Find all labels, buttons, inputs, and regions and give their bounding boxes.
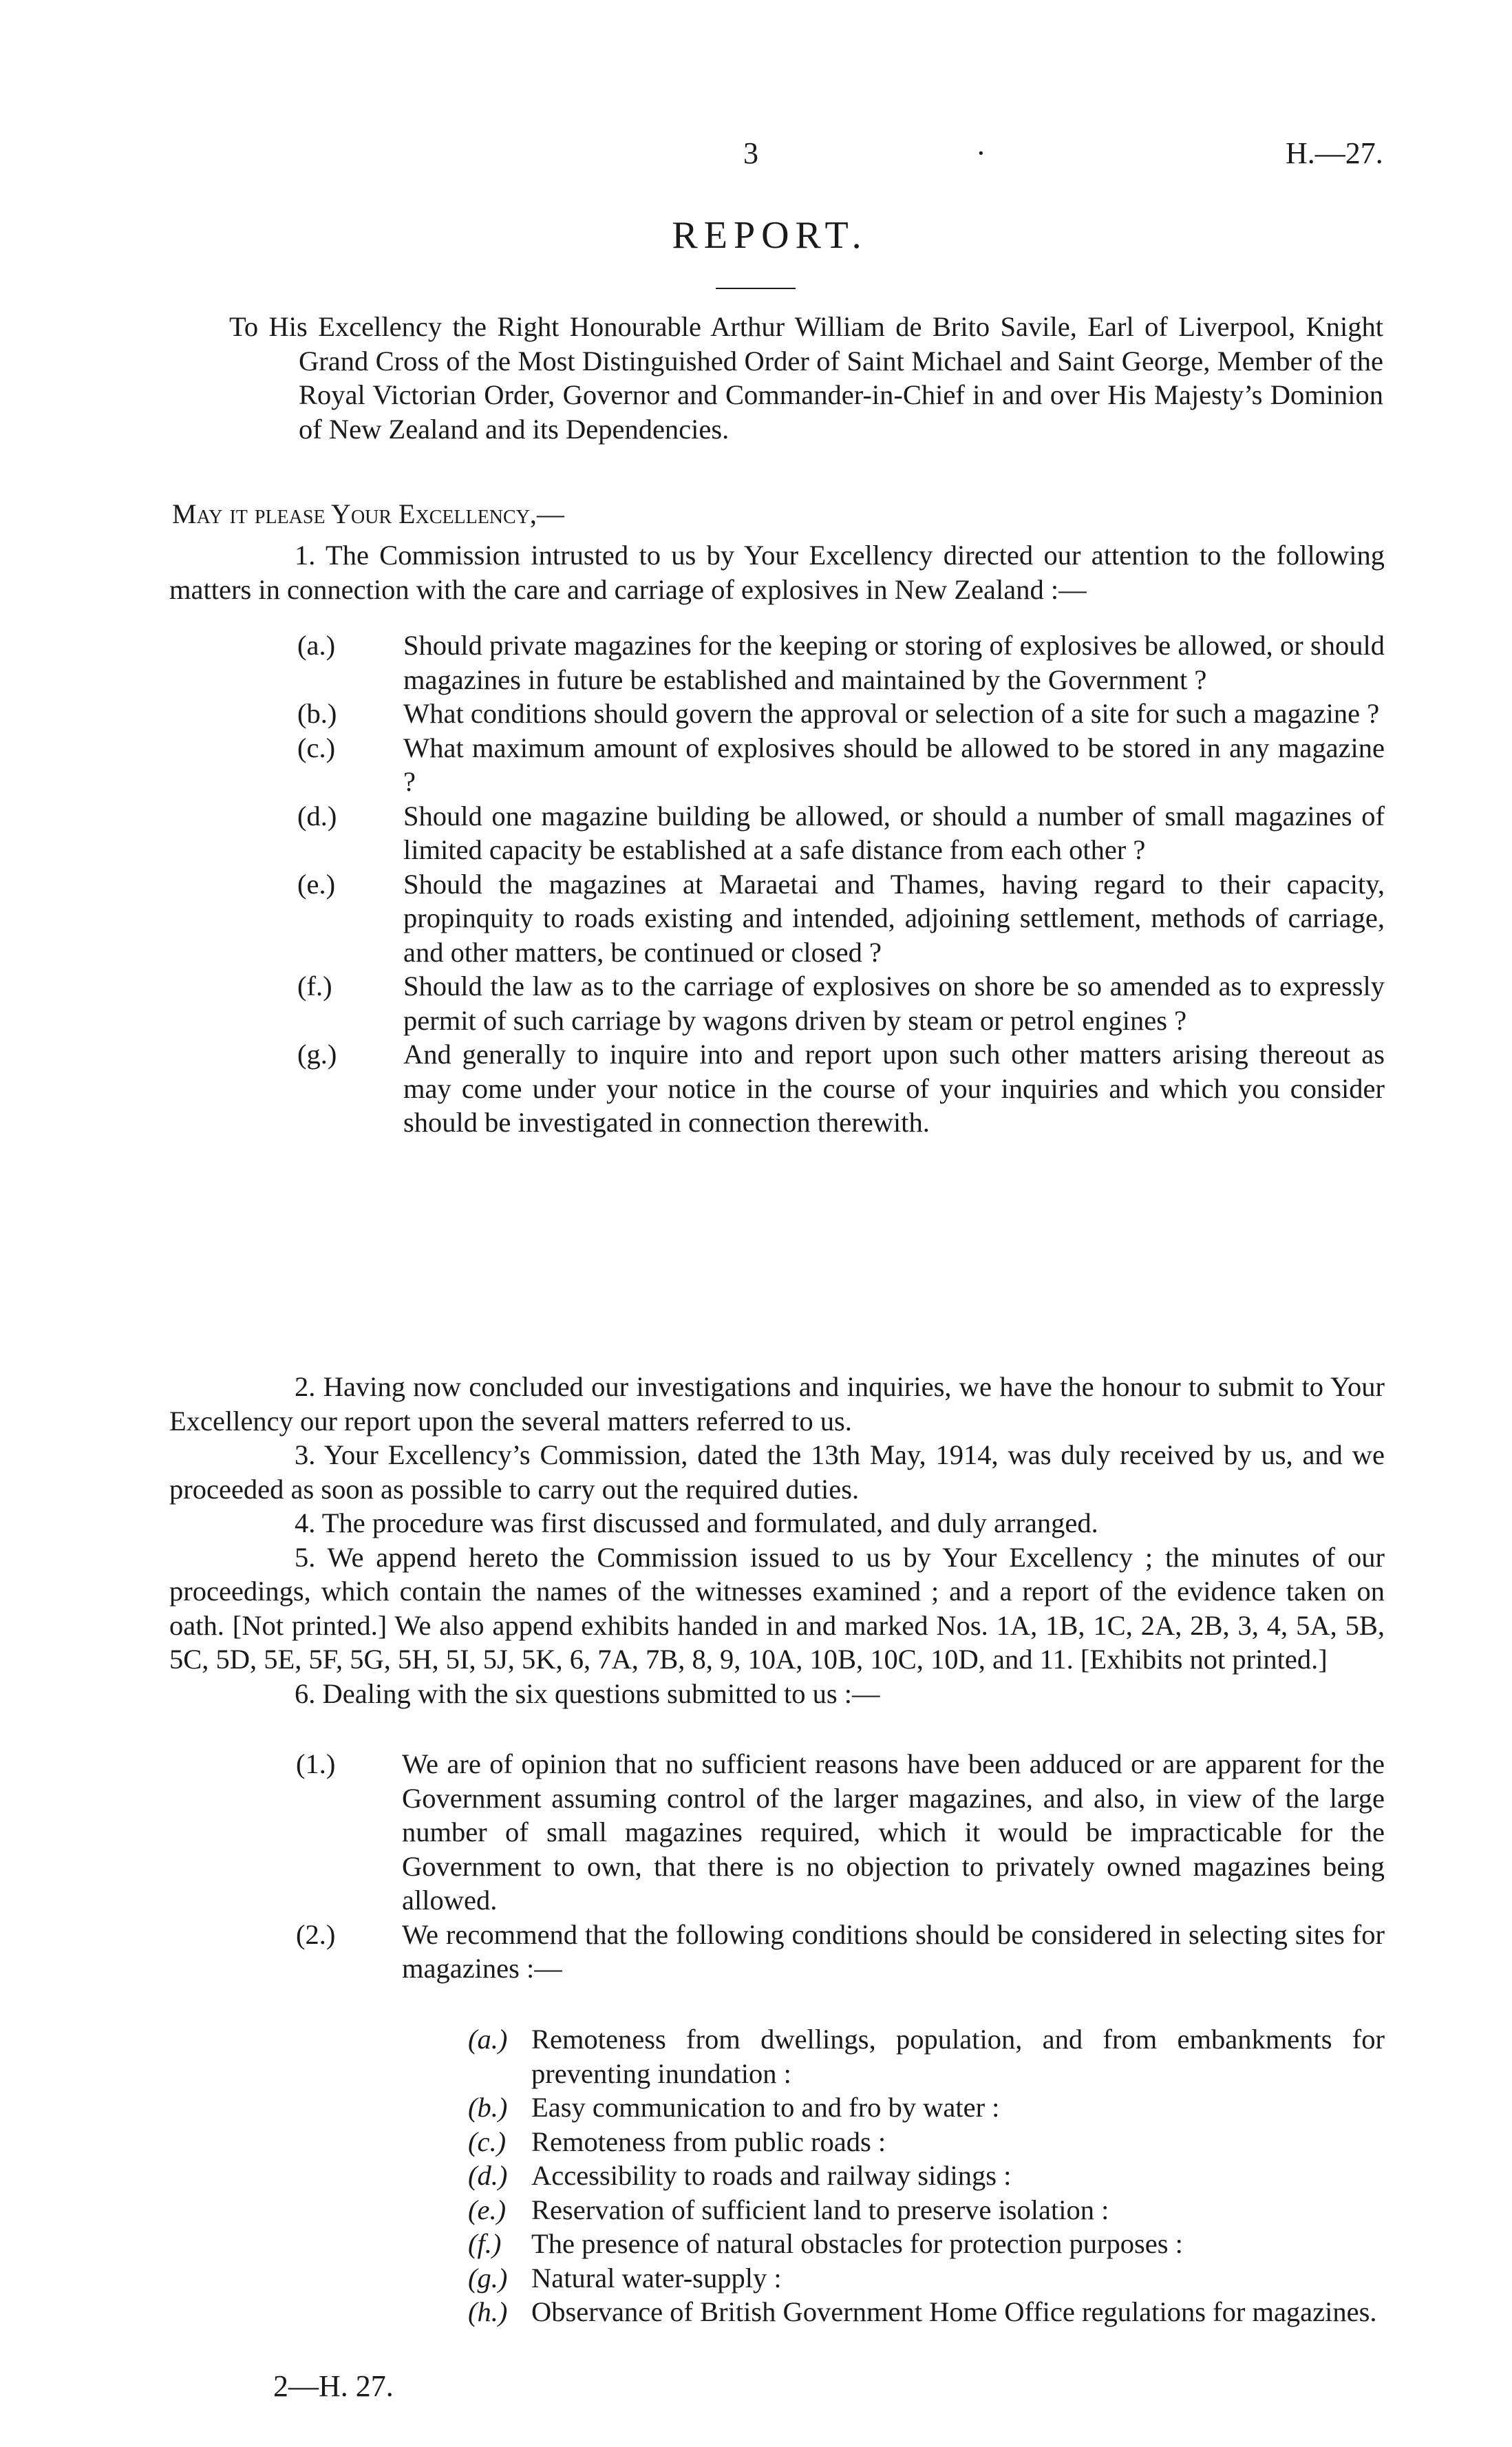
list-item [468,2125,1385,2159]
list-item [468,2159,1385,2193]
item-label: (c.) [297,732,336,763]
list-item [297,697,1385,731]
item-label: (f.) [468,2228,502,2259]
paragraph-6: 6. Dealing with the six questions submitted to us :— [295,1677,880,1709]
header-dot: · [976,136,986,170]
paragraph-4: 4. The procedure was first discussed and formulated, and duly arranged. [295,1507,1098,1538]
title-rule [716,288,796,289]
item-label: (b.) [468,2092,508,2123]
page-number: 3 [743,136,758,170]
list-item [468,2022,1385,2090]
item-text: What maximum amount of explosives should be allowed to be stored in any magazine ? [403,732,1385,797]
item-label: (d.) [297,800,337,831]
questions-list [297,628,1385,1140]
item-label: (e.) [297,868,336,900]
item-text: Accessibility to roads and railway sidings : [531,2160,1012,2191]
item-text: We recommend that the following conditions should be considered in selecting sites for magazines :— [402,1918,1385,1984]
item-text: What conditions should govern the approval or selection of a site for such a magazine ? [403,698,1380,729]
item-label: (b.) [297,698,337,729]
item-text: And generally to inquire into and report upon such other matters arising thereout as may come under your notice in the course of your inquiries and which you consider should be investigated in connection therewith. [403,1039,1385,1138]
list-item [468,2261,1385,2296]
item-text: The presence of natural obstacles for protection purposes : [531,2228,1183,2259]
list-item [297,1037,1385,1140]
list-item [297,799,1385,867]
item-text: Reservation of sufficient land to preserve isolation : [531,2194,1109,2225]
item-text: Should private magazines for the keeping or storing of explosives be allowed, or should magazines in future be established and maintained by the Government ? [403,630,1385,695]
item-label: (g.) [297,1039,337,1070]
answers-list [296,1747,1385,1986]
item-label: (e.) [468,2194,507,2225]
list-item [468,2090,1385,2125]
page-title: REPORT. [672,214,868,257]
list-item [297,731,1385,799]
list-item [468,2227,1385,2261]
document-code: H.—27. [1286,136,1383,170]
item-label: (2.) [296,1918,336,1950]
item-label: (d.) [468,2160,508,2191]
list-item [296,1747,1385,1918]
item-text: Remoteness from dwellings, population, and from embankments for preventing inundation : [531,2024,1385,2089]
list-item [296,1918,1385,1986]
item-label: (h.) [468,2296,508,2327]
list-item [297,628,1385,697]
item-text: Natural water-supply : [531,2262,782,2294]
item-label: (g.) [468,2262,508,2294]
list-item [297,867,1385,970]
item-text: Should the magazines at Maraetai and Thames, having regard to their capacity, propinquity to roads existing and intended, adjoining settlement, methods of carriage, and other matters, be continued or closed ? [403,868,1385,968]
item-label: (f.) [297,971,332,1002]
paragraph-1: 1. The Commission intrusted to us by Your Excellency directed our attention to the following matters in connection with the care and carriage of explosives in New Zealand :— [169,540,1385,605]
paragraph-2: 2. Having now concluded our investigations and inquiries, we have the honour to submit to Your Excellency our report upon the several matters referred to us. [169,1371,1385,1437]
item-label: (a.) [468,2024,508,2055]
salutation: May it please Your Excellency,— [172,498,564,529]
conditions-list [468,2022,1385,2329]
item-text: We are of opinion that no sufficient reasons have been adduced or are apparent for the Government assuming control of the larger magazines, and also, in view of the large number of small magazines required, which it would be impracticable for the Government to own, that there is no objection to privately owned magazines being allowed. [402,1748,1385,1916]
item-label: (c.) [468,2126,507,2157]
footer-signature: 2—H. 27. [273,2369,394,2403]
item-label: (1.) [296,1748,336,1779]
list-item [468,2193,1385,2227]
paragraphs-2-6 [169,1370,1385,1710]
item-text: Remoteness from public roads : [531,2126,886,2157]
item-label: (a.) [297,630,336,661]
paragraph-5: 5. We append hereto the Commission issued to us by Your Excellency ; the minutes of our proceedings, which contain the names of the witnesses examined ; and a report of the evidence taken on oath. [Not printed.] We also append exhibits handed in and marked Nos. 1A, 1B, 1C, 2A, 2B, 3, 4, 5A, 5B, 5C, 5D, 5E, 5F, 5G, 5H, 5I, 5J, 5K, 6, 7A, 7B, 8, 9, 10A, 10B, 10C, 10D, and 11. [Exhibits not printed.] [169,1541,1385,1675]
list-item [297,969,1385,1037]
list-item [468,2295,1385,2329]
item-text: Should one magazine building be allowed, or should a number of small magazines of limited capacity be established at a safe distance from each other ? [403,800,1385,865]
item-text: Observance of British Government Home Office regulations for magazines. [531,2296,1377,2327]
address-text: To His Excellency the Right Honourable Arthur William de Brito Savile, Earl of Liverpool, Knight Grand Cross of the Most Distinguished Order of Saint Michael and Saint George, Member of the Royal Victorian Order, Governor and Commander-in-Chief in and over His Majesty’s Dominion of New Zealand and its Dependencies. [229,311,1383,445]
item-text: Should the law as to the carriage of explosives on shore be so amended as to expressly permit of such carriage by wagons driven by steam or petrol engines ? [403,971,1385,1036]
item-text: Easy communication to and fro by water : [531,2092,1000,2123]
paragraph-3: 3. Your Excellency’s Commission, dated the 13th May, 1914, was duly received by us, and we proceeded as soon as possible to carry out the required duties. [169,1439,1385,1505]
address-block [229,310,1383,446]
